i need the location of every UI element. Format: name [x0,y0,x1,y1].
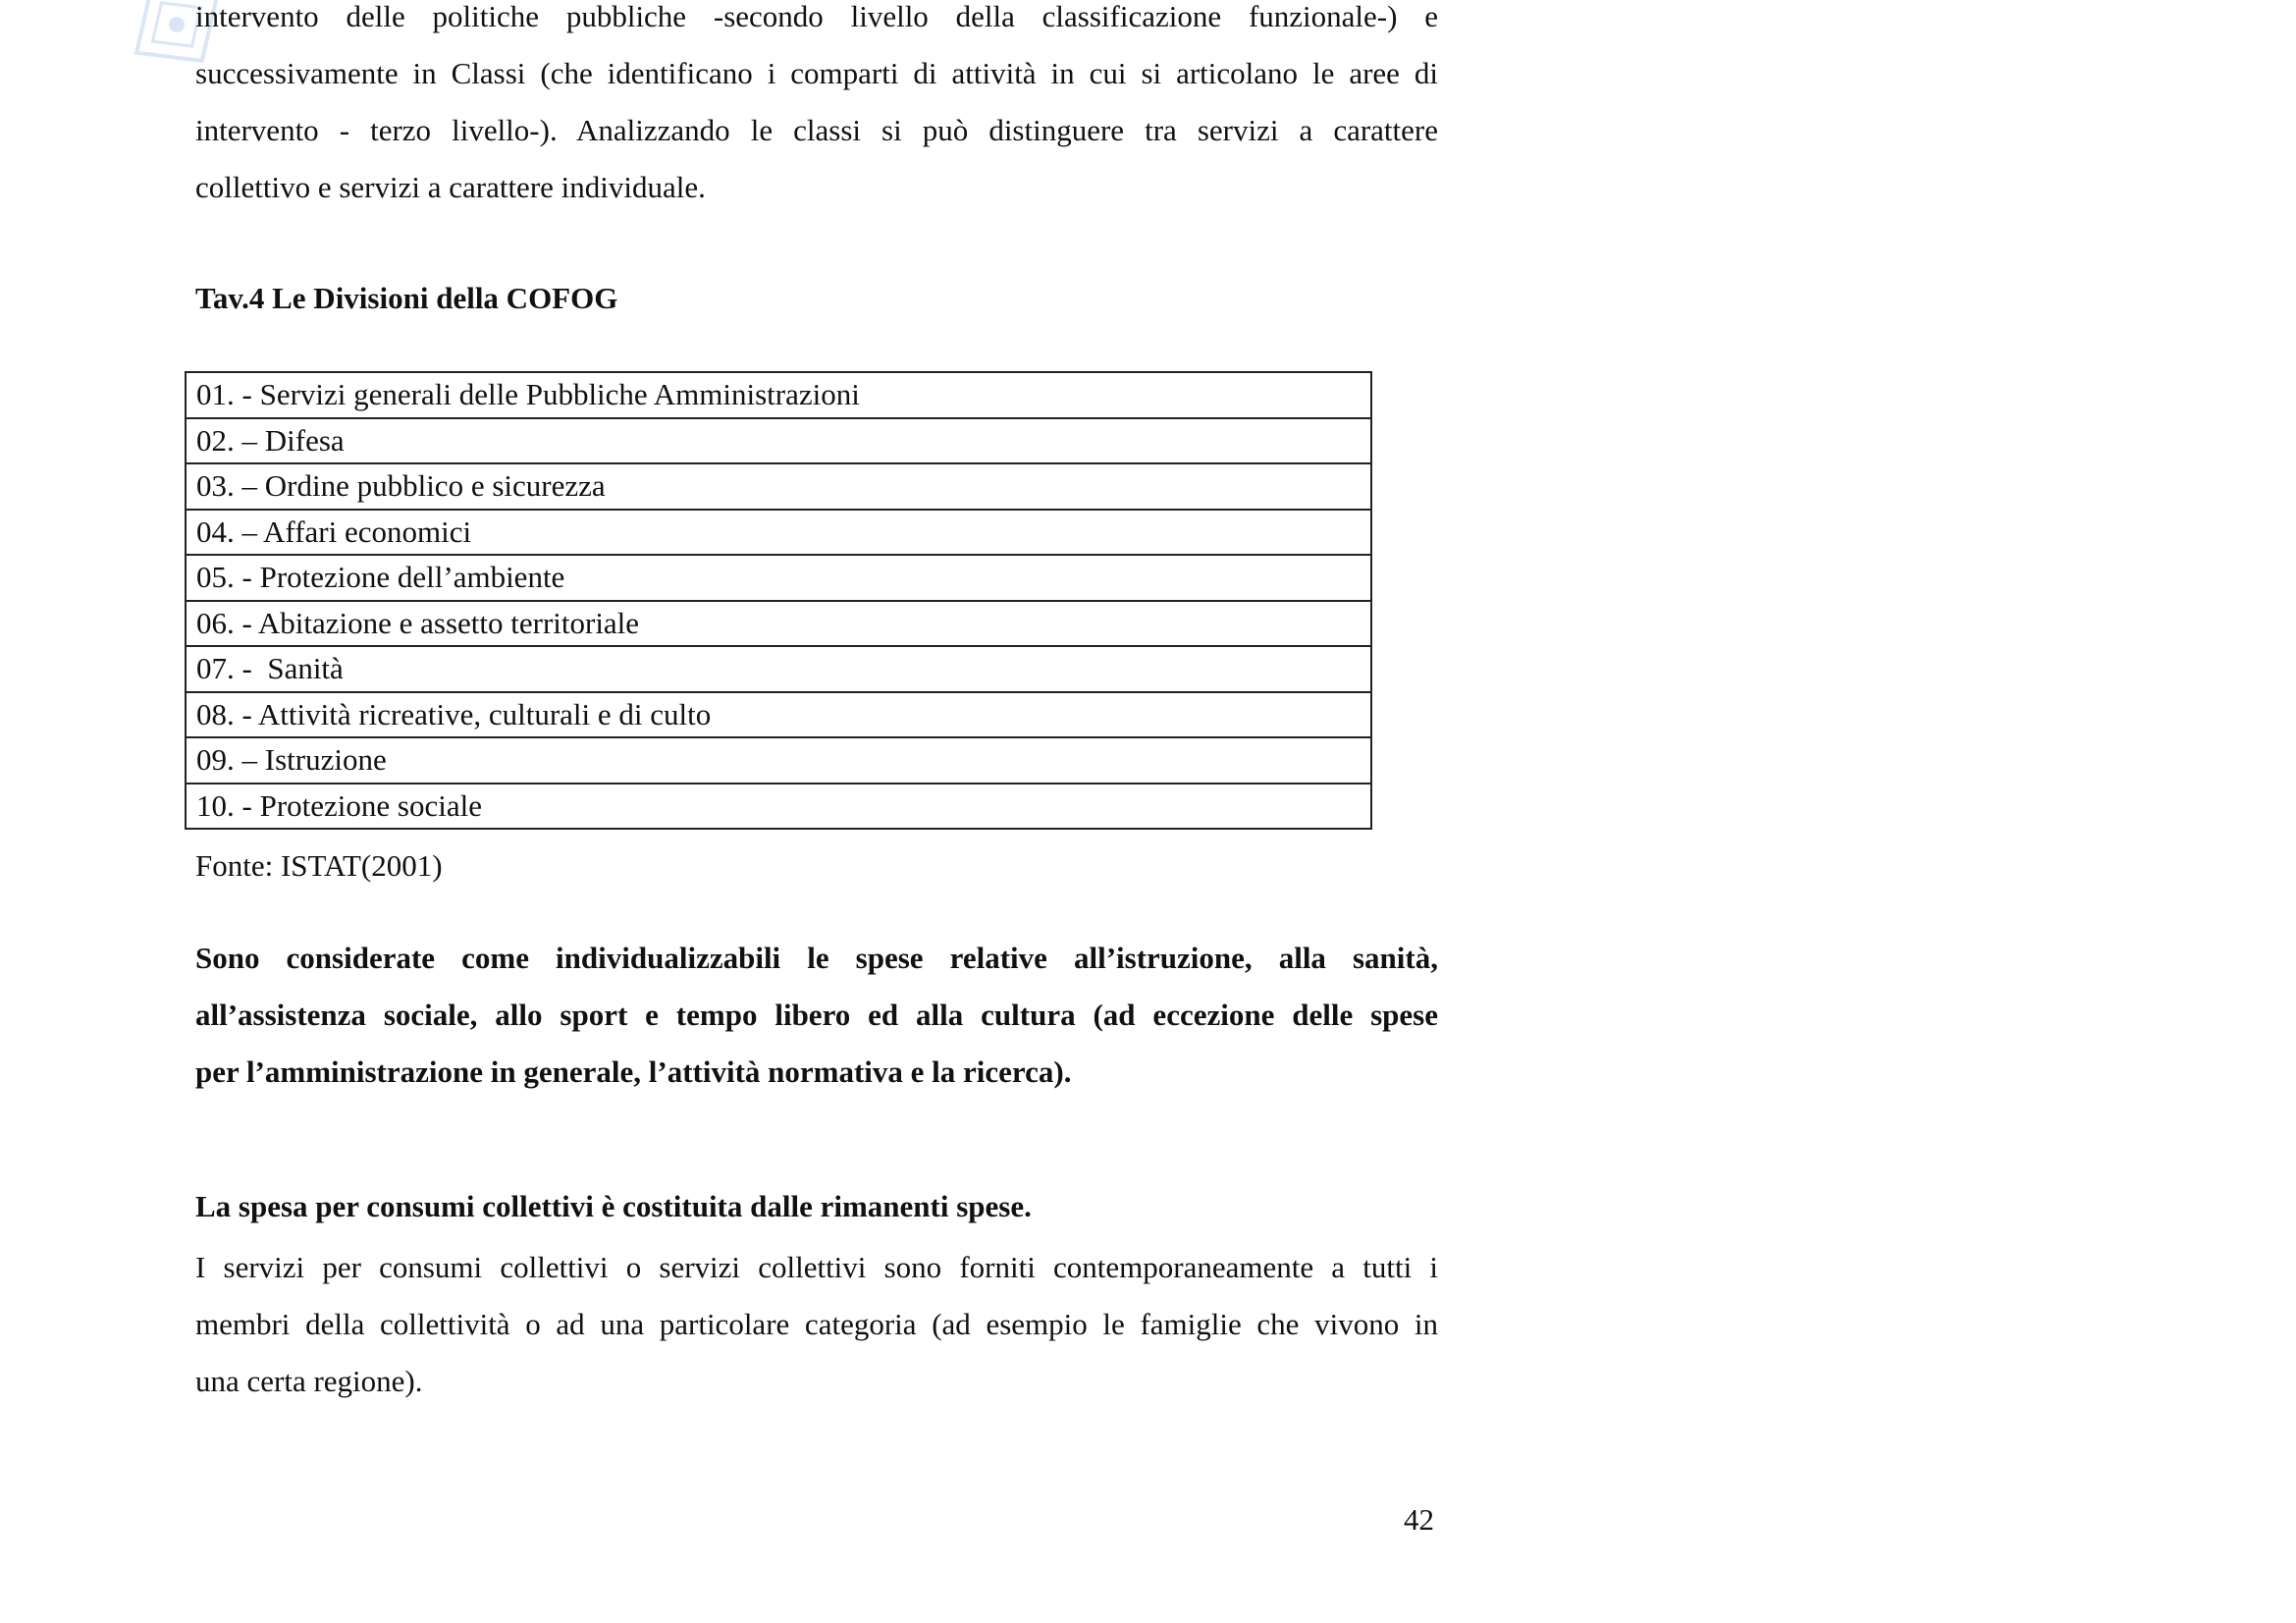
bold-line: per l’amministrazione in generale, l’attività normativa e la ricerca). [195,1055,1072,1089]
table-row [186,601,1371,647]
table-source: Fonte: ISTAT(2001) [195,848,443,883]
table-cell: 10. - Protezione sociale [186,784,1371,830]
bold-line: Sono considerate come individualizzabili le spese relative all’istruzione, alla sanità, [195,941,1438,975]
table-cell: 02. – Difesa [186,418,1371,464]
table-cell: 06. - Abitazione e assetto territoriale [186,601,1371,647]
table-row [186,784,1371,830]
paragraph-line: membri della collettività o ad una particolare categoria (ad esempio le famiglie che vivono in [195,1307,1438,1341]
table-row [186,418,1371,464]
table-cell: 05. - Protezione dell’ambiente [186,555,1371,601]
intro-paragraph [195,0,1438,216]
table-cell: 04. – Affari economici [186,510,1371,556]
intro-line: intervento - terzo livello-). Analizzando le classi si può distinguere tra servizi a carattere [195,113,1438,147]
table-cell: 09. – Istruzione [186,737,1371,784]
table-cell: 03. – Ordine pubblico e sicurezza [186,463,1371,510]
collective-services-paragraph [195,1239,1438,1410]
heading-line: La spesa per consumi collettivi è costituita dalle rimanenti spese. [195,1189,1032,1223]
intro-line: collettivo e servizi a carattere individuale. [195,170,706,204]
table-row [186,463,1371,510]
intro-line: successivamente in Classi (che identificano i comparti di attività in cui si articolano le aree di [195,56,1438,90]
intro-line: intervento delle politiche pubbliche -secondo livello della classificazione funzionale-) e [195,0,1438,33]
individualizable-spending-paragraph [195,930,1438,1101]
table-cell: 07. - Sanità [186,646,1371,692]
cofog-divisions-table [185,371,1372,830]
table-row [186,510,1371,556]
table-cell: 01. - Servizi generali delle Pubbliche Amministrazioni [186,372,1371,418]
table-row [186,372,1371,418]
table-row [186,646,1371,692]
table-row [186,737,1371,784]
table-cell: 08. - Attività ricreative, culturali e di culto [186,692,1371,738]
paragraph-line: I servizi per consumi collettivi o servizi collettivi sono forniti contemporaneamente a tutti i [195,1250,1438,1284]
table-row [186,555,1371,601]
table-title: Tav.4 Le Divisioni della COFOG [195,281,618,315]
table-row [186,692,1371,738]
collective-spending-heading [195,1178,1438,1235]
paragraph-line: una certa regione). [195,1364,423,1398]
bold-line: all’assistenza sociale, allo sport e tempo libero ed alla cultura (ad eccezione delle spese [195,998,1438,1032]
page-number: 42 [1404,1502,1434,1537]
